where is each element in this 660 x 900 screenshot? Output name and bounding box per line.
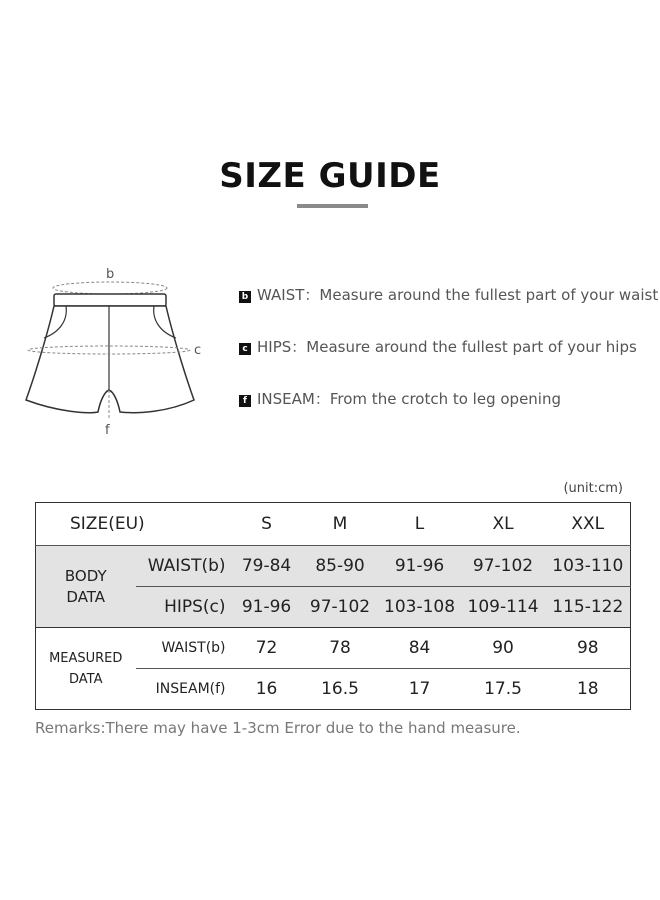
label-c: c bbox=[194, 343, 202, 358]
header-size: XL bbox=[461, 503, 546, 546]
row-label: WAIST(b) bbox=[136, 546, 232, 587]
page-title: SIZE GUIDE bbox=[219, 156, 441, 196]
row-label: WAIST(b) bbox=[136, 628, 232, 669]
shorts-diagram bbox=[18, 262, 218, 442]
table-cell: 98 bbox=[546, 628, 631, 669]
measured-data-line2: DATA bbox=[69, 671, 103, 687]
table-cell: 109-114 bbox=[461, 587, 546, 628]
table-cell: 78 bbox=[302, 628, 379, 669]
table-cell: 16 bbox=[232, 669, 302, 710]
row-label: INSEAM(f) bbox=[136, 669, 232, 710]
body-data-group bbox=[36, 546, 136, 628]
table-cell: 91-96 bbox=[379, 546, 461, 587]
label-f: f bbox=[105, 423, 110, 438]
legend-inseam-name: INSEAM bbox=[257, 390, 315, 408]
table-cell: 17.5 bbox=[461, 669, 546, 710]
table-cell: 103-108 bbox=[379, 587, 461, 628]
legend-hips-text: Measure around the fullest part of your hips bbox=[306, 338, 637, 356]
body-data-line2: DATA bbox=[66, 587, 106, 606]
header-size: XXL bbox=[546, 503, 631, 546]
table-cell: 115-122 bbox=[546, 587, 631, 628]
header-size: M bbox=[302, 503, 379, 546]
table-cell: 17 bbox=[379, 669, 461, 710]
table-cell: 84 bbox=[379, 628, 461, 669]
badge-b-icon: b bbox=[239, 291, 251, 303]
row-label: HIPS(c) bbox=[136, 587, 232, 628]
table-header-row bbox=[36, 503, 631, 546]
measured-data-line1: MEASURED bbox=[49, 650, 123, 666]
table-row bbox=[36, 628, 631, 669]
waistband bbox=[54, 294, 166, 306]
waist-measure-line bbox=[53, 282, 167, 294]
legend-hips: c HIPS：Measure around the fullest part of your hips bbox=[239, 336, 637, 357]
legend-waist-name: WAIST bbox=[257, 286, 305, 304]
table-cell: 90 bbox=[461, 628, 546, 669]
table-cell: 85-90 bbox=[302, 546, 379, 587]
size-table bbox=[35, 502, 631, 710]
unit-note: (unit:cm) bbox=[563, 481, 623, 496]
body-data-line1: BODY bbox=[64, 566, 107, 585]
table-cell: 79-84 bbox=[232, 546, 302, 587]
legend-inseam: f INSEAM：From the crotch to leg opening bbox=[239, 388, 561, 409]
table-cell: 72 bbox=[232, 628, 302, 669]
remarks-note: Remarks:There may have 1-3cm Error due to the hand measure. bbox=[35, 719, 521, 737]
label-b: b bbox=[106, 267, 115, 282]
table-cell: 97-102 bbox=[461, 546, 546, 587]
measured-data-group bbox=[36, 628, 136, 710]
legend-waist-text: Measure around the fullest part of your waist bbox=[319, 286, 659, 304]
table-row bbox=[36, 546, 631, 587]
legend-waist: b WAIST：Measure around the fullest part of your waist bbox=[239, 284, 658, 305]
badge-c-icon: c bbox=[239, 343, 251, 355]
badge-f-icon: f bbox=[239, 395, 251, 407]
shorts-outline bbox=[26, 306, 194, 413]
legend-hips-name: HIPS bbox=[257, 338, 292, 356]
table-cell: 103-110 bbox=[546, 546, 631, 587]
header-size: S bbox=[232, 503, 302, 546]
header-size: L bbox=[379, 503, 461, 546]
title-underline bbox=[297, 204, 368, 208]
legend-inseam-text: From the crotch to leg opening bbox=[329, 390, 561, 408]
header-size-label: SIZE(EU) bbox=[36, 503, 232, 546]
table-cell: 18 bbox=[546, 669, 631, 710]
table-cell: 16.5 bbox=[302, 669, 379, 710]
table-cell: 97-102 bbox=[302, 587, 379, 628]
table-cell: 91-96 bbox=[232, 587, 302, 628]
